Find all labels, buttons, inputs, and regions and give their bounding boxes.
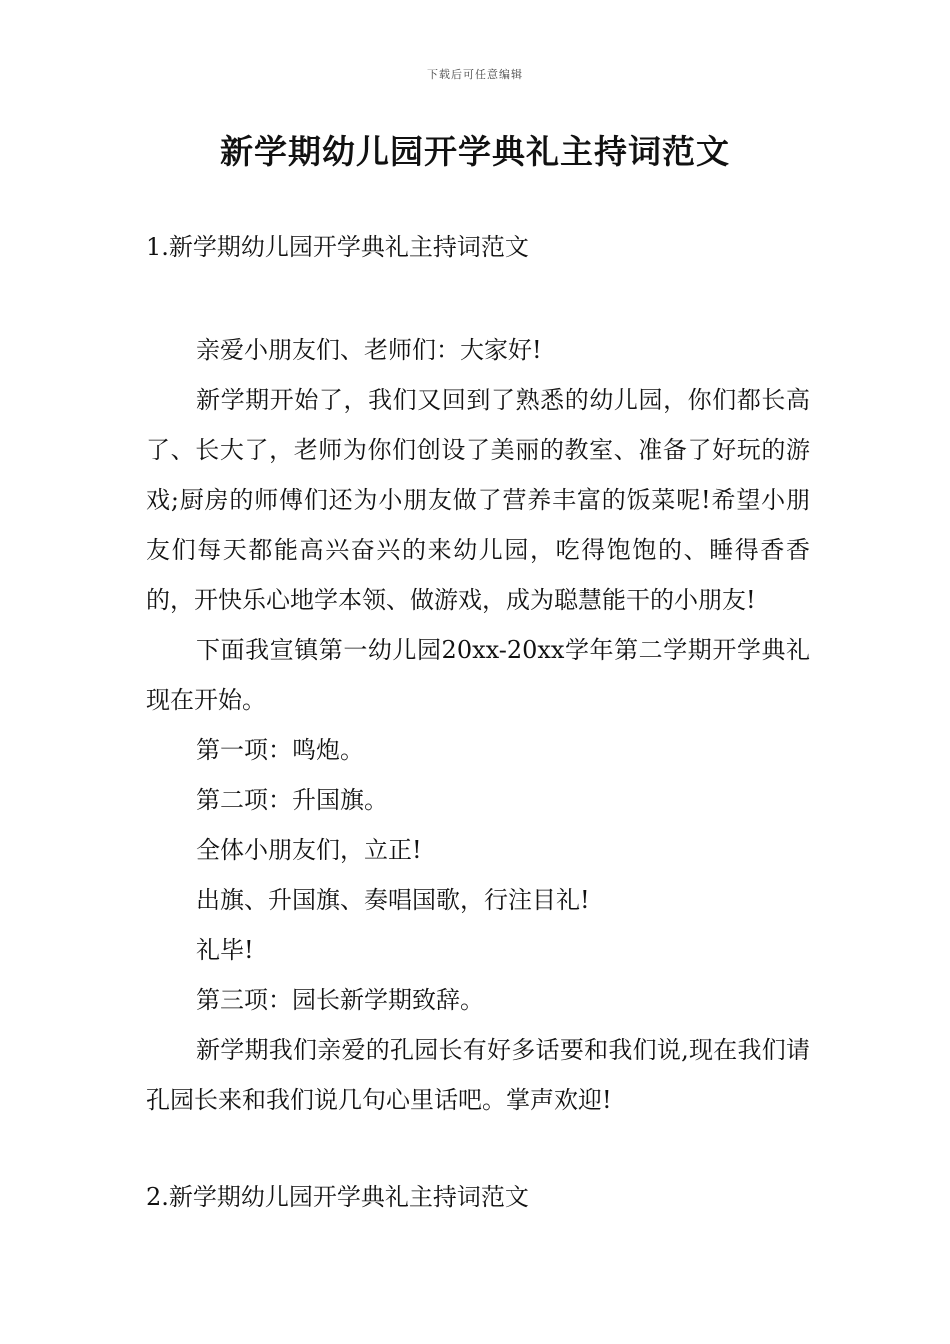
paragraph-opening: 下面我宣镇第一幼儿园20xx-20xx学年第二学期开学典礼现在开始。 (146, 636, 810, 714)
section-heading-1: 1.新学期幼儿园开学典礼主持词范文 (146, 233, 529, 261)
document-title: 新学期幼儿园开学典礼主持词范文 (220, 132, 730, 171)
body-content (146, 325, 810, 1125)
paragraph-principal: 新学期我们亲爱的孔园长有好多话要和我们说,现在我们请孔园长来和我们说几句心里话吧。掌声欢迎! (146, 1036, 810, 1114)
section-heading-2: 2.新学期幼儿园开学典礼主持词范文 (146, 1183, 529, 1211)
paragraph-salute-end: 礼毕! (196, 936, 254, 964)
paragraph-item-2: 第二项：升国旗。 (196, 786, 388, 814)
paragraph-greeting: 亲爱小朋友们、老师们：大家好! (196, 336, 542, 364)
paragraph-item-3: 第三项：园长新学期致辞。 (196, 986, 484, 1014)
paragraph-intro: 新学期开始了，我们又回到了熟悉的幼儿园，你们都长高了、长大了，老师为你们创设了美丽的教室、准备了好玩的游戏;厨房的师傅们还为小朋友做了营养丰富的饭菜呢!希望小朋友们每天都能高兴奋兴的来幼儿园，吃得饱饱的、睡得香香的，开快乐心地学本领、做游戏，成为聪慧能干的小朋友! (146, 386, 810, 614)
paragraph-stand: 全体小朋友们，立正! (196, 836, 422, 864)
paragraph-item-1: 第一项：鸣炮。 (196, 736, 364, 764)
header-note: 下载后可任意编辑 (427, 68, 523, 81)
paragraph-flag: 出旗、升国旗、奏唱国歌，行注目礼! (196, 886, 590, 914)
